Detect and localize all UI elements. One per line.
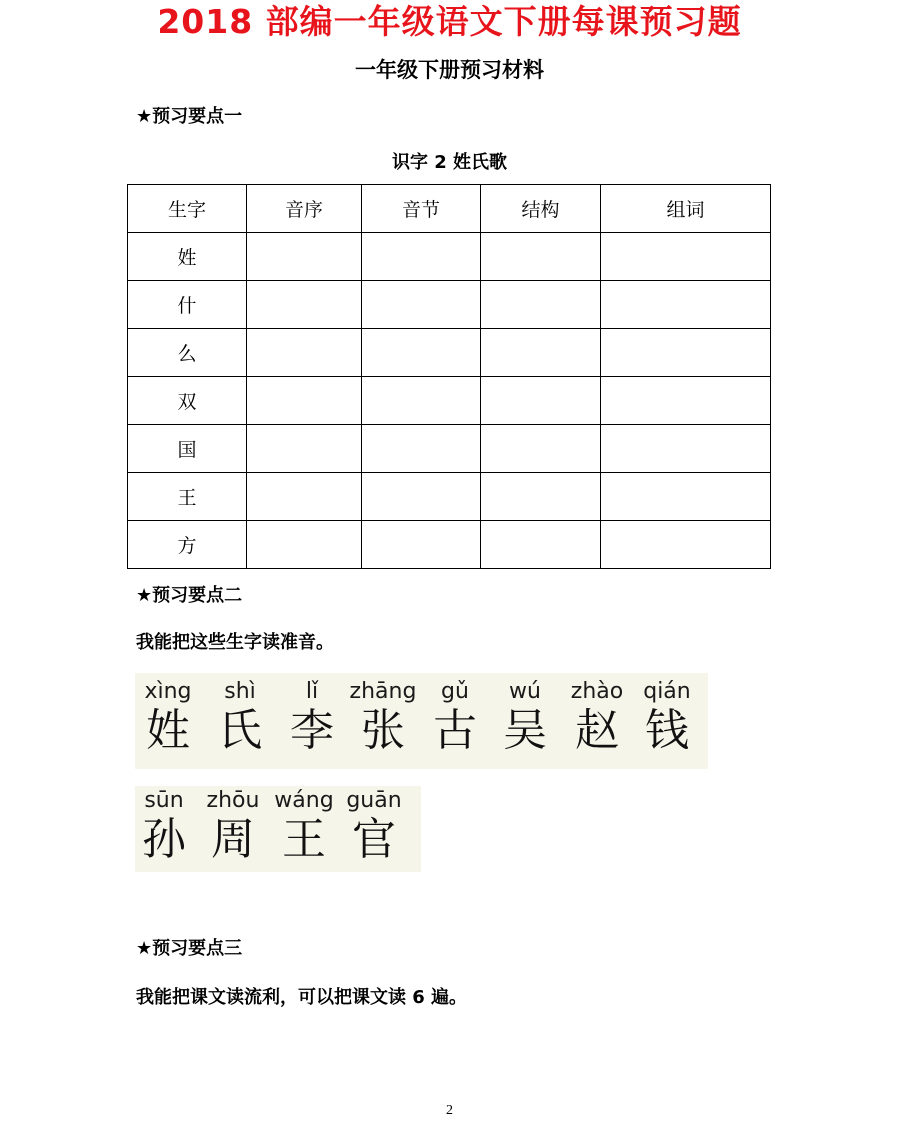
lesson-title: 识字 2 姓氏歌: [391, 152, 508, 173]
pinyin-label: zhāng: [349, 679, 417, 704]
blank-cell[interactable]: [481, 521, 601, 569]
pinyin-char-item: [628, 679, 706, 757]
table-row: [128, 425, 771, 473]
table-row: [128, 521, 771, 569]
blank-cell[interactable]: [247, 473, 362, 521]
blank-cell[interactable]: [247, 233, 362, 281]
table-row: [128, 329, 771, 377]
row-character: 王: [128, 473, 247, 521]
pinyin-char-item: [194, 788, 272, 866]
blank-cell[interactable]: [601, 521, 771, 569]
column-header: 生字: [128, 185, 247, 233]
pinyin-label: shì: [224, 679, 256, 704]
pinyin-panel-2: [135, 786, 421, 872]
row-character: 么: [128, 329, 247, 377]
pinyin-char-item: [416, 679, 494, 757]
blank-cell[interactable]: [601, 473, 771, 521]
hanzi-char: 氏: [218, 705, 262, 756]
row-character: 姓: [128, 233, 247, 281]
pinyin-char-item: [125, 788, 203, 866]
character-table: [127, 184, 771, 569]
pinyin-char-item: [201, 679, 279, 757]
page-number: 2: [446, 1103, 453, 1118]
blank-cell[interactable]: [601, 329, 771, 377]
table-row: [128, 377, 771, 425]
blank-cell[interactable]: [247, 329, 362, 377]
pinyin-char-item: [335, 788, 413, 866]
column-header: 结构: [481, 185, 601, 233]
blank-cell[interactable]: [601, 233, 771, 281]
pinyin-label: guān: [346, 788, 402, 813]
row-character: 什: [128, 281, 247, 329]
pinyin-label: sūn: [144, 788, 184, 813]
blank-cell[interactable]: [247, 377, 362, 425]
pinyin-char-item: [265, 788, 343, 866]
table-row: [128, 473, 771, 521]
pinyin-panel-1: [135, 673, 708, 769]
pinyin-label: wú: [509, 679, 541, 704]
pinyin-char-item: [486, 679, 564, 757]
pinyin-label: zhào: [570, 679, 624, 704]
hanzi-char: 孙: [142, 814, 186, 865]
sub-title: 一年级下册预习材料: [355, 58, 544, 82]
hanzi-char: 赵: [575, 705, 619, 756]
blank-cell[interactable]: [481, 233, 601, 281]
pinyin-char-item: [273, 679, 351, 757]
blank-cell[interactable]: [362, 377, 481, 425]
column-header: 组词: [601, 185, 771, 233]
blank-cell[interactable]: [362, 473, 481, 521]
column-header: 音序: [247, 185, 362, 233]
hanzi-char: 王: [282, 814, 326, 865]
section-2-heading: ★预习要点二: [136, 585, 243, 606]
hanzi-char: 吴: [503, 705, 547, 756]
blank-cell[interactable]: [481, 329, 601, 377]
hanzi-char: 古: [433, 705, 477, 756]
pinyin-label: xìng: [144, 679, 192, 704]
hanzi-char: 官: [352, 814, 396, 865]
blank-cell[interactable]: [362, 329, 481, 377]
pinyin-label: zhōu: [206, 788, 260, 813]
hanzi-char: 钱: [645, 705, 689, 756]
blank-cell[interactable]: [481, 377, 601, 425]
pinyin-label: wáng: [274, 788, 334, 813]
blank-cell[interactable]: [601, 377, 771, 425]
blank-cell[interactable]: [247, 521, 362, 569]
section-3-instruction: 我能把课文读流利，可以把课文读 6 遍。: [136, 987, 468, 1008]
blank-cell[interactable]: [362, 281, 481, 329]
main-title: 2018 部编一年级语文下册每课预习题: [157, 2, 742, 41]
pinyin-label: lǐ: [305, 679, 319, 704]
blank-cell[interactable]: [362, 521, 481, 569]
section-2-instruction: 我能把这些生字读准音。: [136, 632, 334, 653]
blank-cell[interactable]: [481, 281, 601, 329]
hanzi-char: 姓: [146, 705, 190, 756]
blank-cell[interactable]: [601, 281, 771, 329]
pinyin-char-item: [558, 679, 636, 757]
blank-cell[interactable]: [481, 473, 601, 521]
section-1-heading: ★预习要点一: [136, 106, 243, 127]
hanzi-char: 周: [211, 814, 255, 865]
pinyin-label: qián: [643, 679, 691, 704]
blank-cell[interactable]: [481, 425, 601, 473]
pinyin-char-item: [129, 679, 207, 757]
blank-cell[interactable]: [362, 233, 481, 281]
table-row: [128, 233, 771, 281]
hanzi-char: 李: [290, 705, 334, 756]
column-header: 音节: [362, 185, 481, 233]
pinyin-label: gǔ: [441, 679, 469, 704]
table-row: [128, 281, 771, 329]
blank-cell[interactable]: [601, 425, 771, 473]
pinyin-char-item: [344, 679, 422, 757]
hanzi-char: 张: [361, 705, 405, 756]
row-character: 国: [128, 425, 247, 473]
blank-cell[interactable]: [362, 425, 481, 473]
row-character: 双: [128, 377, 247, 425]
section-3-heading: ★预习要点三: [136, 938, 243, 959]
blank-cell[interactable]: [247, 425, 362, 473]
blank-cell[interactable]: [247, 281, 362, 329]
table-header-row: [128, 185, 771, 233]
row-character: 方: [128, 521, 247, 569]
